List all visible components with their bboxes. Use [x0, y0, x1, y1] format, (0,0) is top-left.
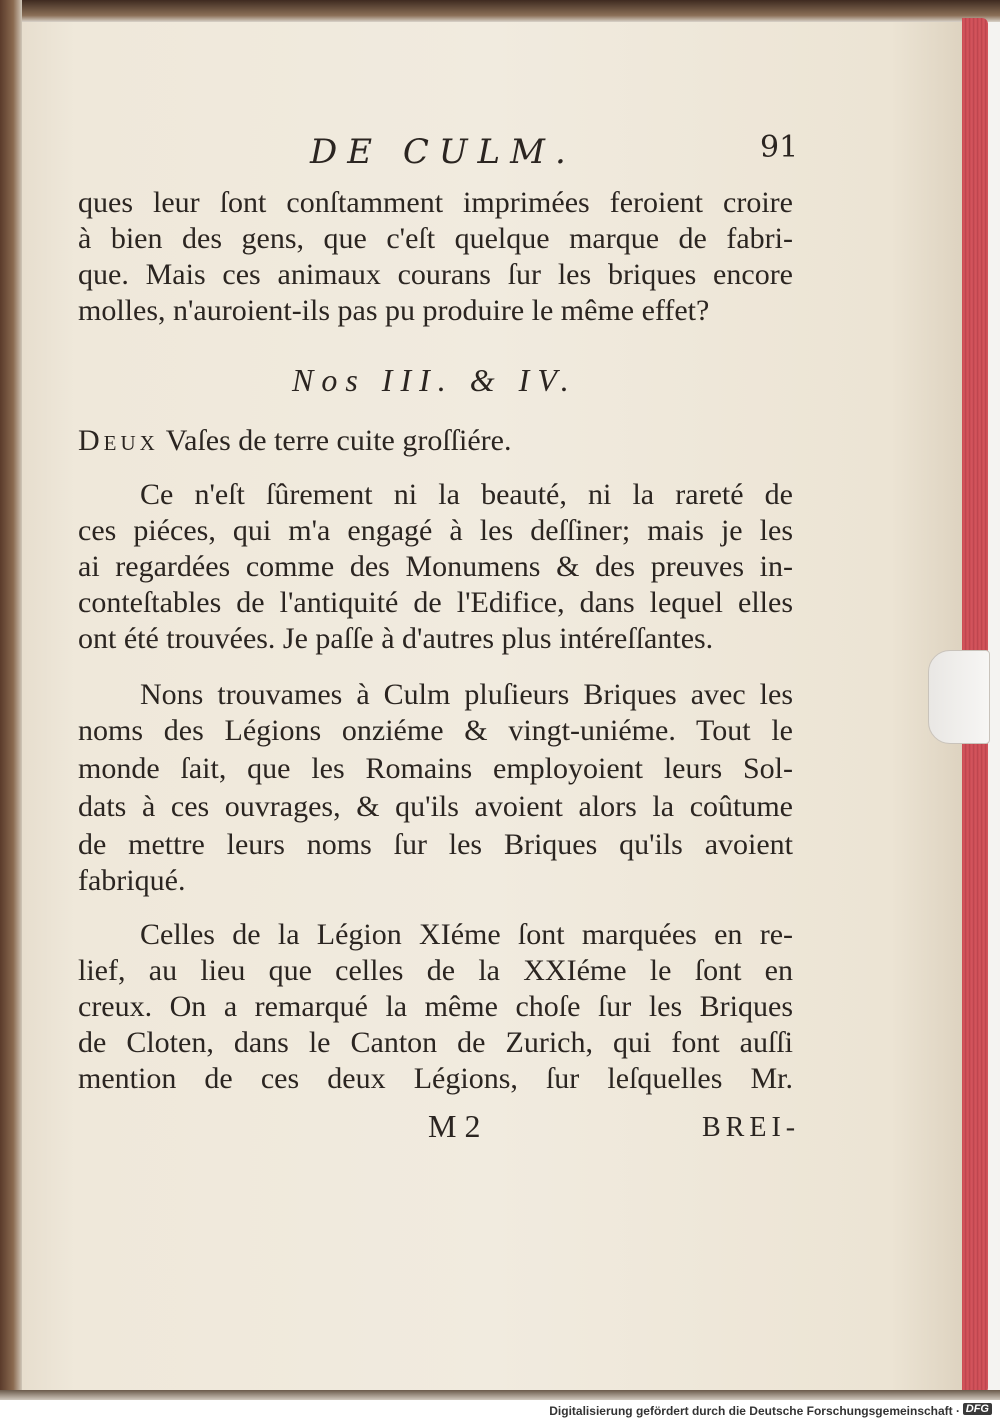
text-line: dats à ces ouvrages, & qu'ils avoient alors la coûtume [78, 790, 793, 823]
text-line: ai regardées comme des Monumens & des preuves in- [78, 550, 793, 583]
catchword: BREI- [702, 1112, 801, 1143]
scanner-clip-tab [928, 650, 990, 744]
lead-word: Deux [78, 424, 159, 457]
book-cover-left-edge [0, 0, 22, 1400]
text-line: ces piéces, qui m'a engagé à les deſſiner; mais je les [78, 514, 793, 547]
text-line: monde ſait, que les Romains employoient leurs Sol- [78, 752, 793, 785]
text-line: molles, n'auroient-ils pas pu produire le même effet? [78, 294, 710, 327]
section-heading: Nos III. & IV. [292, 362, 577, 398]
funding-credit: Digitalisierung gefördert durch die Deutsche Forschungsgemeinschaft · [549, 1404, 960, 1418]
book-cover-top-edge [0, 0, 1000, 22]
text-line: mention de ces deux Légions, ſur leſquelles Mr. [78, 1062, 793, 1095]
text-line: lief, au lieu que celles de la XXIéme le ſont en [78, 954, 793, 987]
running-title: DE CULM. [310, 132, 576, 172]
dfg-logo: DFG [963, 1403, 992, 1415]
text-line: que. Mais ces animaux courans ſur les briques encore [78, 258, 793, 291]
text-line: ques leur ſont conſtamment imprimées feroient croire [78, 186, 793, 219]
page-number: 91 [760, 130, 799, 165]
lead-rest: Vaſes de terre cuite groſſiére. [165, 424, 512, 457]
signature-mark: M 2 [428, 1108, 481, 1144]
book-bottom-edge [0, 1390, 1000, 1400]
text-line: Celles de la Légion XIéme ſont marquées en re- [140, 918, 793, 951]
text-line: creux. On a remarqué la même choſe ſur les Briques [78, 990, 793, 1023]
text-line: Nons trouvames à Culm pluſieurs Briques avec les [140, 678, 793, 711]
text-line: de Cloten, dans le Canton de Zurich, qui font auſſi [78, 1026, 793, 1059]
text-line: noms des Légions onziéme & vingt-uniéme. Tout le [78, 714, 793, 747]
text-line: conteſtables de l'antiquité de l'Edifice, dans lequel elles [78, 586, 793, 619]
text-line: ont été trouvées. Je paſſe à d'autres plus intéreſſantes. [78, 622, 714, 655]
text-line: à bien des gens, que c'eſt quelque marque de fabri- [78, 222, 793, 255]
text-line: de mettre leurs noms ſur les Briques qu'ils avoient [78, 828, 793, 861]
text-line [78, 424, 793, 458]
text-line: fabriqué. [78, 864, 186, 897]
text-line: Ce n'eſt ſûrement ni la beauté, ni la rareté de [140, 478, 793, 511]
